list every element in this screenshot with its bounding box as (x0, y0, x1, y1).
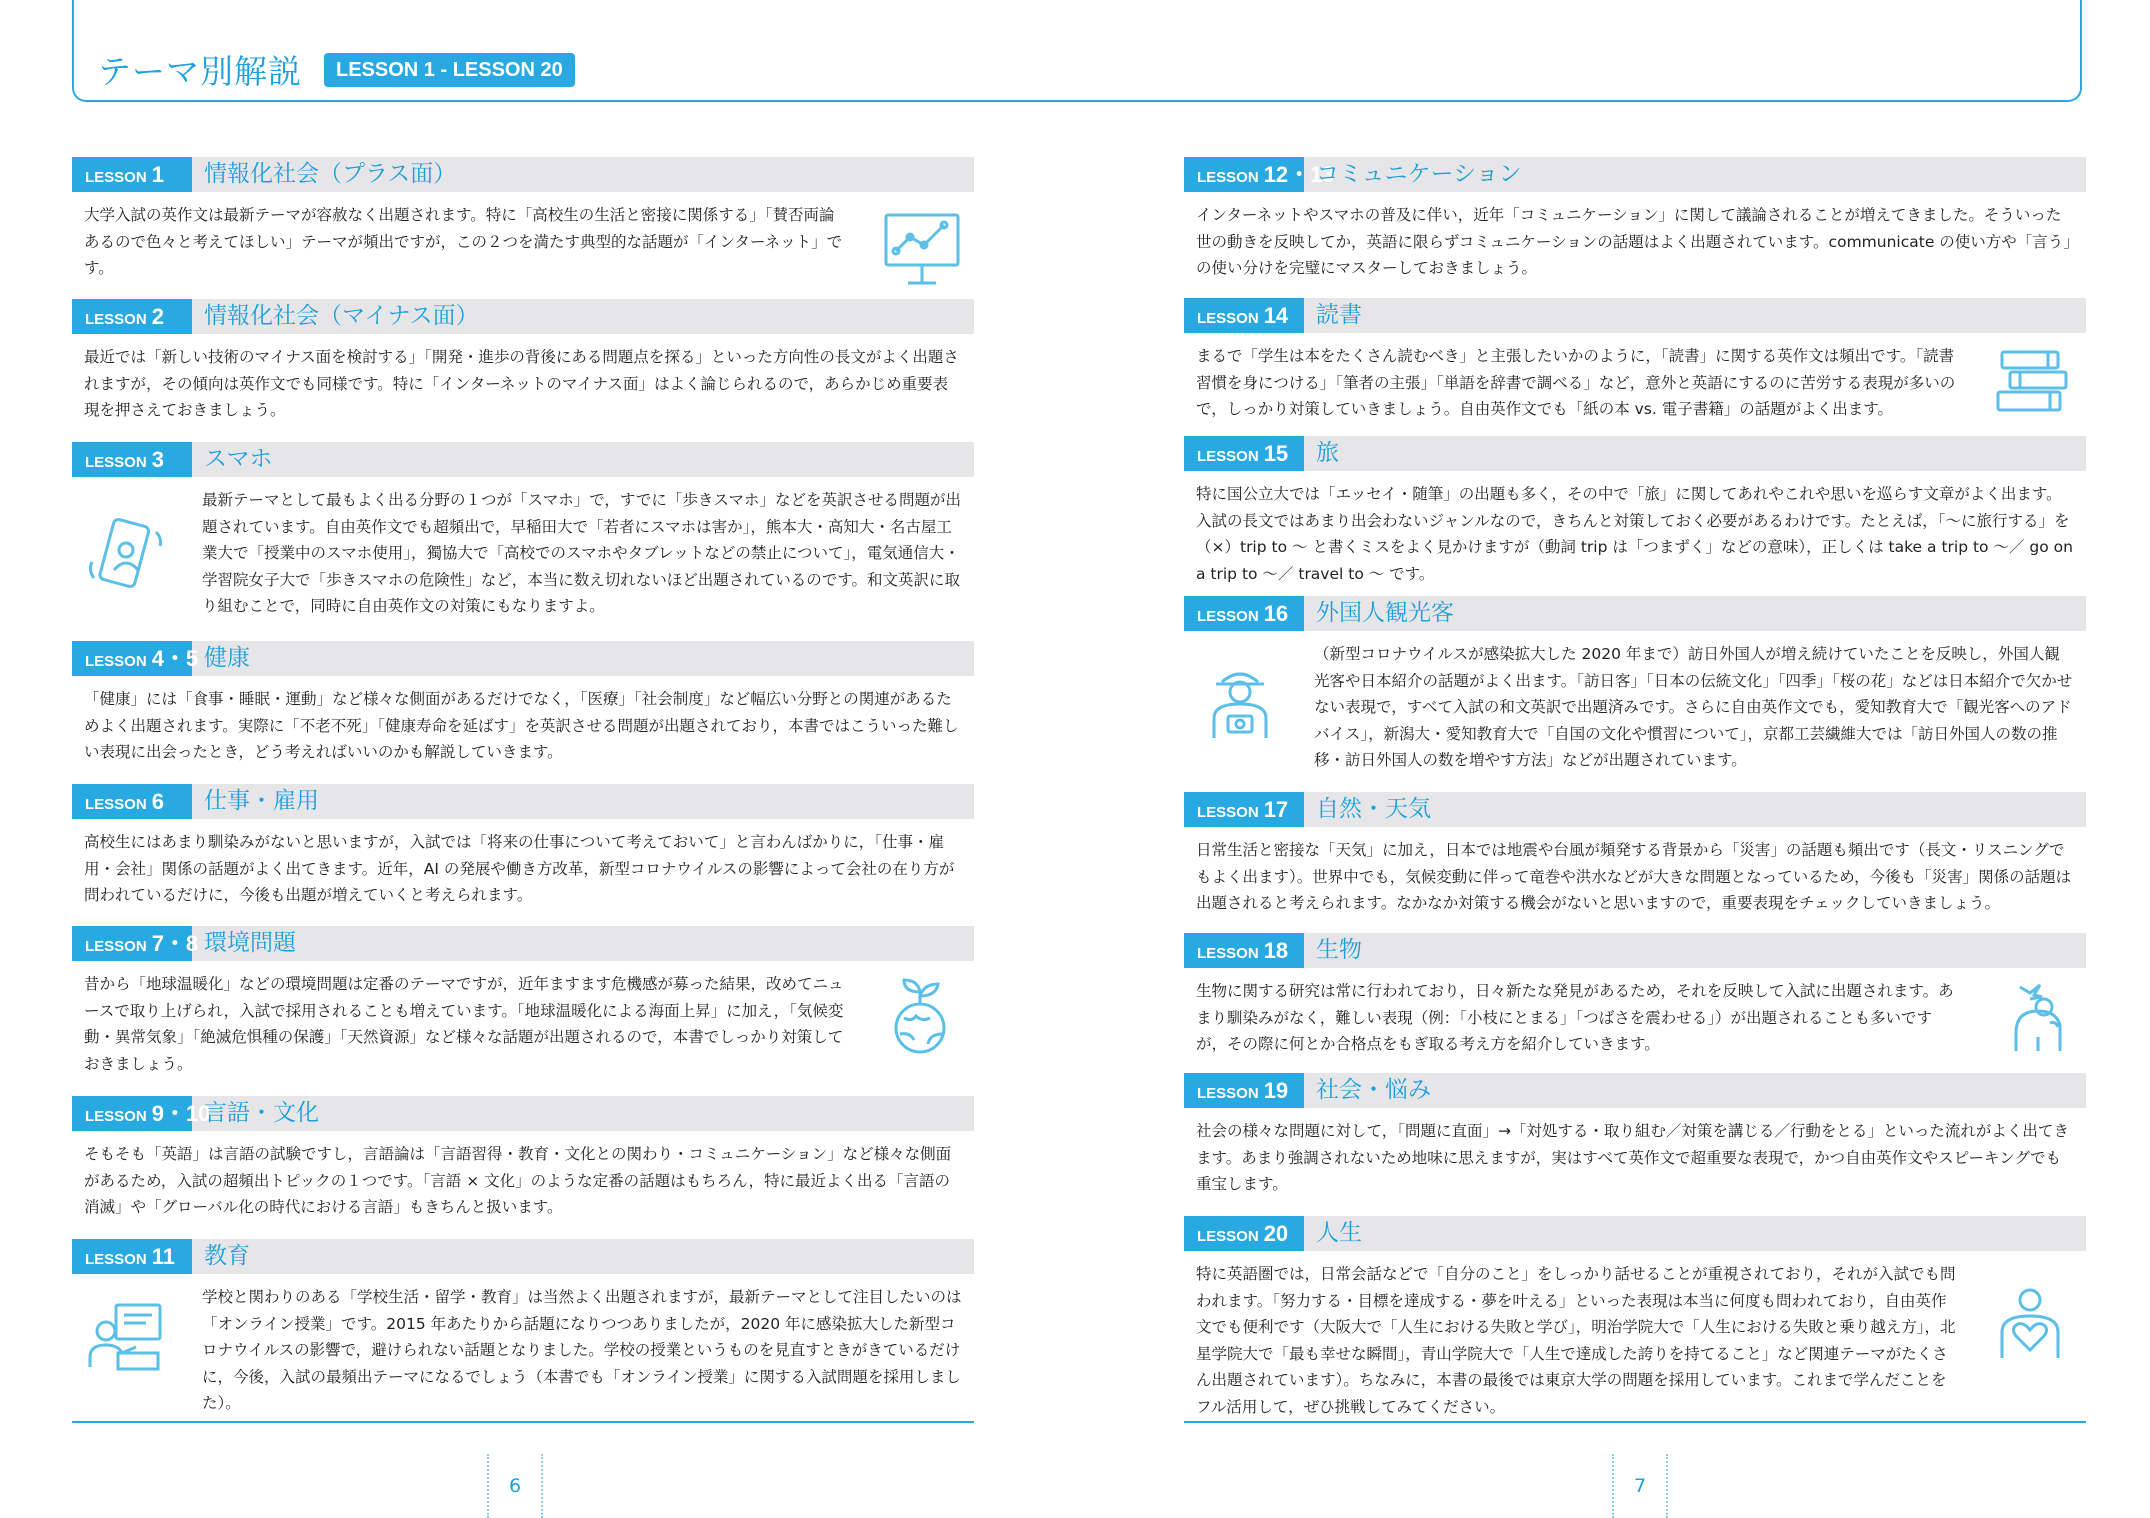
lesson-section (1184, 157, 2086, 298)
lesson-section (1184, 436, 2086, 596)
lesson-title: 生物 (1316, 937, 1362, 963)
presentation-chart-icon (880, 207, 964, 291)
lesson-title: 情報化社会（プラス面） (204, 161, 457, 187)
lesson-tag: LESSON 17 (1184, 792, 1304, 827)
lesson-section (72, 1239, 974, 1429)
lesson-text: 「健康」には「食事・睡眠・運動」など様々な側面があるだけでなく，「医療」「社会制度」など幅広い分野との関連があるためよく出題されます。実際に「不老不死」「健康寿命を延ばす」を英訳させる問題が出題されており，本書ではこういった難しい表現に出会ったとき，どう考えればいいのかも解説していきます。 (84, 690, 959, 761)
lesson-title: 言語・文化 (204, 1100, 319, 1126)
lesson-text: 高校生にはあまり馴染みがないと思いますが，入試では「将来の仕事について考えておいて」と言わんばかりに，「仕事・雇用・会社」関係の話題がよく出てきます。近年，AI の発展や働き方改革，新型コロナウイルスの影響によって会社の在り方が問われているだけに，今後も出題が増えていくと考えられます。 (84, 833, 955, 904)
lesson-section (1184, 1073, 2086, 1216)
lesson-section (72, 442, 974, 641)
lesson-tag: LESSON 16 (1184, 596, 1304, 631)
lesson-text: 日常生活と密接な「天気」に加え，日本では地震や台風が頻発する背景から「災害」の話題も頻出です（長文・リスニングでもよく出ます）。世界中でも，気候変動に伴って竜巻や洪水などが大きな問題となっているため，今後も「災害」関係の話題は出題されると考えられます。なかなか対策する機会がないと思いますので，重要表現をチェックしていきましょう。 (1196, 841, 2072, 912)
lesson-text: 最新テーマとして最もよく出る分野の１つが「スマホ」で，すでに「歩きスマホ」などを英訳させる問題が出題されています。自由英作文でも超頻出で，早稲田大で「若者にスマホは害か」，熊本大・高知大・名古屋工業大で「授業中のスマホ使用」，獨協大で「高校でのスマホやタブレットなどの禁止について」，電気通信大・学習院女子大で「歩きスマホの危険性」など，本当に数え切れないほど出題されているのです。和文英訳に取り組むことで，同時に自由英作文の対策にもなりますよ。 (202, 491, 962, 615)
lesson-tag: LESSON 20 (1184, 1216, 1304, 1251)
page-number-left: 6 (487, 1454, 543, 1518)
online-lesson-icon (82, 1297, 166, 1381)
lesson-title: 人生 (1316, 1220, 1362, 1246)
lesson-tag: LESSON 18 (1184, 933, 1304, 968)
right-bottom-rule (1184, 1421, 2086, 1423)
lesson-text: （新型コロナウイルスが感染拡大した 2020 年まで）訪日外国人が増え続けていたことを反映し，外国人観光客や日本紹介の話題がよく出ます。「訪日客」「日本の伝統文化」「四季」「桜の花」などは日本紹介で欠かせない表現で，すべて入試の和文英訳で出題済みです。さらに自由英作文でも，愛知教育大で「観光客へのアドバイス」，新潟大・愛知教育大で「自国の文化や慣習について」，京都工芸繊維大では「訪日外国人の数の推移・訪日外国人の数を増やす方法」などが出題されています。 (1314, 645, 2073, 769)
lesson-text: 特に国公立大では「エッセイ・随筆」の出題も多く，その中で「旅」に関してあれやこれや思いを巡らす文章がよく出ます。入試の長文ではあまり出会わないジャンルなので，きちんと対策しておく必要があるわけです。たとえば，「～に旅行する」を（×）trip to ～ と書くミスをよく見かけますが（動詞 trip は「つまずく」などの意味），正しくは take a trip to ～／ go on a trip to ～／ travel to ～ です。 (1196, 485, 2073, 583)
tourist-camera-icon (1198, 660, 1282, 744)
lesson-range-badge: LESSON 1 - LESSON 20 (324, 53, 575, 87)
lesson-tag: LESSON 1 (72, 157, 192, 192)
left-bottom-rule (72, 1421, 974, 1423)
left-column (72, 157, 974, 1429)
lesson-text: 大学入試の英作文は最新テーマが容赦なく出題されます。特に「高校生の生活と密接に関係する」「賛否両論あるので色々と考えてほしい」テーマが頻出ですが，この２つを満たす典型的な話題が「インターネット」です。 (84, 206, 843, 277)
lesson-tag: LESSON 6 (72, 784, 192, 819)
lesson-section (72, 299, 974, 442)
lesson-section (72, 641, 974, 784)
lesson-text: 昔から「地球温暖化」などの環境問題は定番のテーマですが，近年ますます危機感が募った結果，改めてニュースで取り上げられ，入試で採用されることも増えています。「地球温暖化による海面上昇」に加え，「気候変動・異常気象」「絶滅危惧種の保護」「天然資源」など様々な話題が出題されるので，本書でしっかり対策しておきましょう。 (84, 975, 844, 1073)
lesson-tag: LESSON 14 (1184, 298, 1304, 333)
lesson-tag: LESSON 9・10 (72, 1096, 192, 1131)
lesson-text: 学校と関わりのある「学校生活・留学・教育」は当然よく出題されますが，最新テーマとして注目したいのは「オンライン授業」です。2015 年あたりから話題になりつつありましたが，2020 年に感染拡大した新型コロナウイルスの影響で，避けられない話題となりました。学校の授業というものを見直すときがきているだけに，今後，入試の最頻出テーマになるでしょう（本書でも「オンライン授業」に関する入試問題を採用しました）。 (202, 1288, 962, 1412)
lesson-title: 社会・悩み (1316, 1077, 1431, 1103)
lesson-text: 特に英語圏では，日常会話などで「自分のこと」をしっかり話せることが重視されており，それが入試でも問われます。「努力する・目標を達成する・夢を叶える」といった表現は本当に何度も問われており，自由英作文でも便利です（大阪大で「人生における失敗と学び」，明治学院大で「人生における失敗と乗り越え方」，北星学院大で「最も幸せな瞬間」，青山学院大で「人生で達成した誇りを持てること」など関連テーマがたくさん出題されています）。ちなみに，本書の最後では東京大学の問題を採用しています。これまで学んだことをフル活用して，ぜひ挑戦してみてください。 (1196, 1265, 1956, 1416)
lesson-section (1184, 298, 2086, 436)
lesson-section (1184, 1216, 2086, 1416)
lesson-title: 情報化社会（マイナス面） (204, 303, 479, 329)
lesson-tag: LESSON 2 (72, 299, 192, 334)
lesson-title: 教育 (204, 1243, 250, 1269)
books-icon (1990, 342, 2074, 426)
lesson-tag: LESSON 3 (72, 442, 192, 477)
gorilla-bird-icon (1990, 973, 2074, 1057)
lesson-title: 旅 (1316, 440, 1339, 466)
lesson-title: 読書 (1316, 302, 1362, 328)
lesson-section (1184, 792, 2086, 933)
lesson-title: 健康 (204, 645, 250, 671)
lesson-text: そもそも「英語」は言語の試験ですし，言語論は「言語習得・教育・文化との関わり・コミュニケーション」など様々な側面があるため，入試の超頻出トピックの１つです。「言語 × 文化」のような定番の話題はもちろん，特に最近よく出る「言語の消滅」や「グローバル化の時代における言語」もきちんと扱います。 (84, 1145, 952, 1216)
lesson-tag: LESSON 7・8 (72, 926, 192, 961)
lesson-tag: LESSON 12・13 (1184, 157, 1304, 192)
lesson-title: 仕事・雇用 (204, 788, 319, 814)
lesson-text: 社会の様々な問題に対して，「問題に直面」→「対処する・取り組む／対策を講じる／行動をとる」といった流れがよく出てきます。あまり強調されないため地味に思えますが，実はすべて英作文で超重要な表現で，かつ自由英作文やスピーキングでも重宝します。 (1196, 1122, 2069, 1193)
lesson-text: インターネットやスマホの普及に伴い，近年「コミュニケーション」に関して議論されることが増えてきました。そういった世の動きを反映してか，英語に限らずコミュニケーションの話題はよく出題されています。communicate の使い方や「言う」の使い分けを完璧にマスターしておきましょう。 (1196, 206, 2072, 277)
lesson-tag: LESSON 19 (1184, 1073, 1304, 1108)
page-number-right: 7 (1612, 1454, 1668, 1518)
lesson-section (72, 926, 974, 1096)
page-title: テーマ別解説 (98, 52, 302, 91)
lesson-title: 環境問題 (204, 930, 296, 956)
lesson-section (1184, 933, 2086, 1073)
lesson-title: スマホ (204, 446, 273, 472)
heart-person-icon (1988, 1280, 2072, 1364)
lesson-tag: LESSON 15 (1184, 436, 1304, 471)
earth-sprout-icon (878, 974, 962, 1058)
lesson-text: 最近では「新しい技術のマイナス面を検討する」「開発・進歩の背後にある問題点を探る」といった方向性の長文がよく出題されますが，その傾向は英作文でも同様です。特に「インターネットのマイナス面」はよく論じられるので，あらかじめ重要表現を押さえておきましょう。 (84, 348, 959, 419)
lesson-text: 生物に関する研究は常に行われており，日々新たな発見があるため，それを反映して入試に出題されます。あまり馴染みがなく，難しい表現（例：「小枝にとまる」「つばさを震わせる」）が出題されることも多いですが，その際に何とか合格点をもぎ取る考え方を紹介していきます。 (1196, 982, 1954, 1053)
lesson-section (72, 784, 974, 926)
lesson-section (1184, 596, 2086, 792)
lesson-tag: LESSON 11 (72, 1239, 192, 1274)
lesson-title: 自然・天気 (1316, 796, 1431, 822)
lesson-text: まるで「学生は本をたくさん読むべき」と主張したいかのように，「読書」に関する英作文は頻出です。「読書習慣を身につける」「筆者の主張」「単語を辞書で調べる」など，意外と英語にするのに苦労する表現が多いので，しっかり対策していきましょう。自由英作文でも「紙の本 vs. 電子書籍」の話題がよく出ます。 (1196, 347, 1956, 418)
right-column (1184, 157, 2086, 1416)
lesson-title: 外国人観光客 (1316, 600, 1454, 626)
lesson-tag: LESSON 4・5 (72, 641, 192, 676)
lesson-section (72, 1096, 974, 1239)
lesson-title: コミュニケーション (1316, 161, 1522, 187)
smartphone-icon (82, 512, 166, 596)
lesson-section (72, 157, 974, 299)
